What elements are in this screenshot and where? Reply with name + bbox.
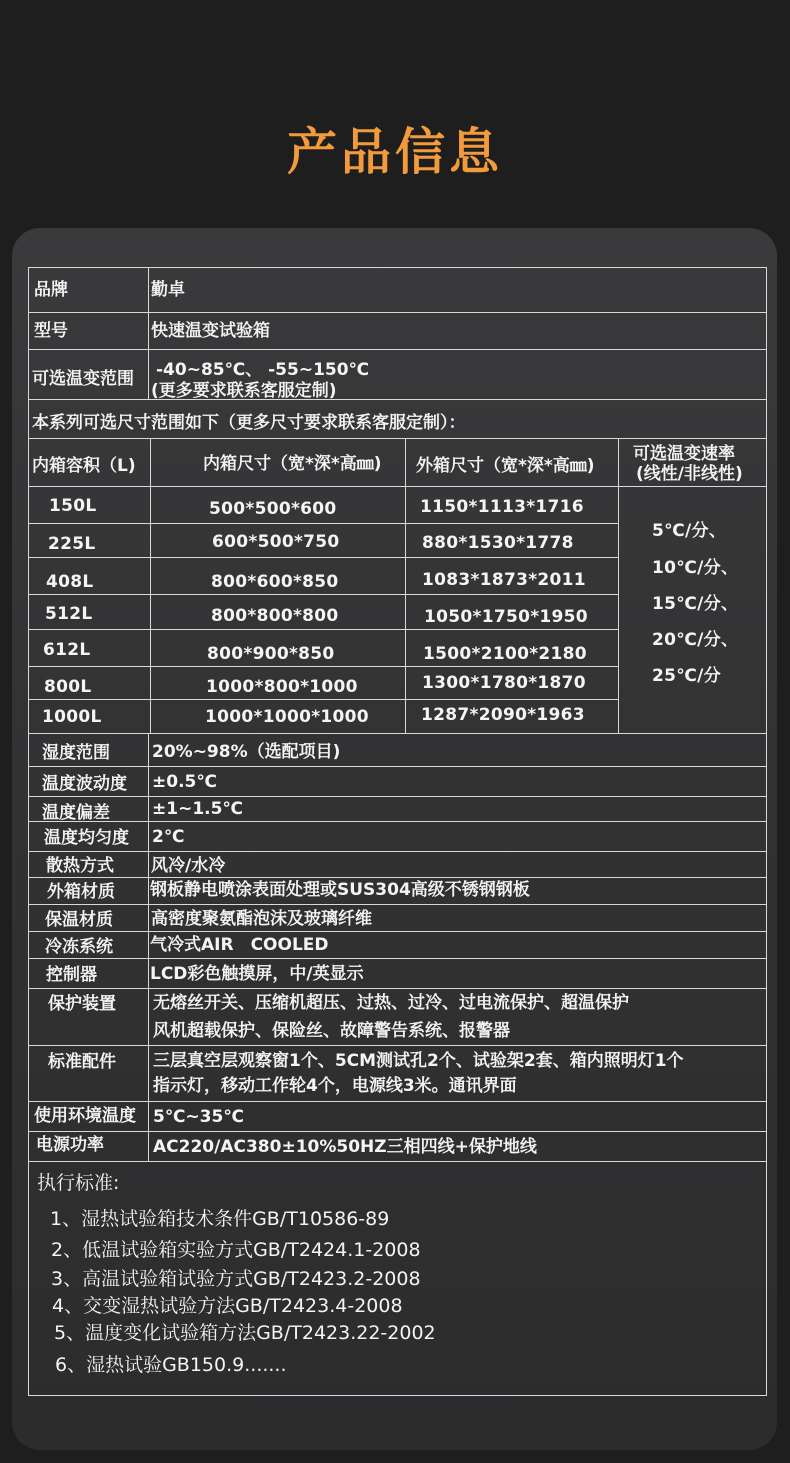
standard-item: 2、低温试验箱实验方式GB/T2424.1-2008 xyxy=(51,1239,421,1261)
size-row-inner: 800*800*800 xyxy=(211,606,339,626)
protection-label: 保护装置 xyxy=(48,994,116,1014)
grid-line xyxy=(28,1045,766,1046)
size-row-outer: 1083*1873*2011 xyxy=(422,570,586,590)
grid-line xyxy=(28,851,766,852)
grid-line xyxy=(150,438,151,733)
accessories-value-line1: 三层真空层观察窗1个、5CM测试孔2个、试验架2套、箱内照明灯1个 xyxy=(153,1051,684,1071)
series-note: 本系列可选尺寸范围如下（更多尺寸要求联系客服定制）： xyxy=(32,413,466,433)
grid-line xyxy=(28,557,618,558)
size-row-volume: 512L xyxy=(45,604,93,624)
temp-range-value: -40~85℃、 -55~150℃ xyxy=(156,360,370,380)
protection-value-line1: 无熔丝开关、压缩机超压、过热、过冷、过电流保护、超温保护 xyxy=(153,993,629,1013)
grid-line xyxy=(28,877,766,878)
grid-line xyxy=(28,958,766,959)
size-row-outer: 880*1530*1778 xyxy=(422,533,574,553)
grid-line xyxy=(28,349,766,350)
size-row-outer: 1300*1780*1870 xyxy=(422,673,586,693)
standard-item: 3、高温试验箱试验方式GB/T2423.2-2008 xyxy=(51,1268,421,1290)
size-row-volume: 612L xyxy=(43,640,91,660)
grid-line xyxy=(28,523,618,524)
grid-line xyxy=(28,821,766,822)
grid-line xyxy=(28,988,766,989)
temp-uniformity-value: 2℃ xyxy=(152,827,185,847)
size-row-volume: 150L xyxy=(49,496,97,516)
size-row-inner: 1000*800*1000 xyxy=(206,677,358,697)
controller-label: 控制器 xyxy=(46,965,97,985)
power-label: 电源功率 xyxy=(36,1135,104,1155)
col-header-volume: 内箱容积（L) xyxy=(32,456,136,476)
size-row-outer: 1500*2100*2180 xyxy=(423,644,587,664)
outer-material-value: 钢板静电喷涂表面处理或SUS304高级不锈钢钢板 xyxy=(150,880,530,900)
rate-option: 25℃/分 xyxy=(652,666,721,686)
grid-line xyxy=(28,666,618,667)
grid-line xyxy=(28,594,618,595)
grid-line xyxy=(28,766,766,767)
grid-line xyxy=(28,438,766,439)
col-header-rate-note: (线性/非线性) xyxy=(636,464,743,484)
accessories-value-line2: 指示灯，移动工作轮4个，电源线3米。通讯界面 xyxy=(153,1076,517,1096)
rate-option: 20℃/分、 xyxy=(652,630,739,650)
temp-fluctuation-label: 温度波动度 xyxy=(42,774,127,794)
brand-value: 勤卓 xyxy=(151,280,185,300)
size-row-volume: 225L xyxy=(48,534,96,554)
size-row-volume: 1000L xyxy=(42,707,102,727)
brand-label: 品牌 xyxy=(34,280,68,300)
grid-line xyxy=(28,904,766,905)
refrigeration-label: 冷冻系统 xyxy=(45,937,113,957)
size-row-volume: 800L xyxy=(44,677,92,697)
model-value: 快速温变试验箱 xyxy=(151,321,270,341)
temp-deviation-value: ±1~1.5℃ xyxy=(152,799,244,819)
ambient-temp-label: 使用环境温度 xyxy=(34,1106,136,1126)
grid-line xyxy=(28,699,618,700)
size-row-volume: 408L xyxy=(46,572,94,592)
protection-value-line2: 风机超载保护、保险丝、故障警告系统、报警器 xyxy=(153,1021,510,1041)
temp-uniformity-label: 温度均匀度 xyxy=(44,828,129,848)
col-header-rate: 可选温变速率 xyxy=(633,444,735,464)
grid-line xyxy=(28,796,766,797)
grid-line xyxy=(28,1131,766,1132)
refrigeration-value: 气冷式AIR COOLED xyxy=(150,935,329,955)
grid-line xyxy=(28,312,766,313)
grid-line xyxy=(28,1161,766,1162)
temp-fluctuation-value: ±0.5℃ xyxy=(152,772,217,792)
temp-range-note: (更多要求联系客服定制) xyxy=(151,381,337,401)
col-header-outer: 外箱尺寸（宽*深*高㎜) xyxy=(416,456,595,476)
grid-line xyxy=(28,399,766,400)
cooling-method-value: 风冷/水冷 xyxy=(151,856,226,876)
grid-line xyxy=(28,733,766,734)
model-label: 型号 xyxy=(34,321,68,341)
grid-line xyxy=(405,438,406,733)
rate-option: 5℃/分、 xyxy=(652,521,727,541)
temp-deviation-label: 温度偏差 xyxy=(42,803,110,823)
standard-item: 5、温度变化试验箱方法GB/T2423.22-2002 xyxy=(54,1322,436,1344)
insulation-value: 高密度聚氨酯泡沫及玻璃纤维 xyxy=(151,909,372,929)
controller-value: LCD彩色触摸屏，中/英显示 xyxy=(150,964,364,984)
standard-item: 4、交变湿热试验方法GB/T2423.4-2008 xyxy=(52,1295,403,1317)
size-row-inner: 800*900*850 xyxy=(207,644,335,664)
temp-range-label: 可选温变范围 xyxy=(32,369,134,389)
outer-material-label: 外箱材质 xyxy=(47,882,115,902)
size-row-inner: 500*500*600 xyxy=(209,499,337,519)
grid-line xyxy=(618,438,619,733)
cooling-method-label: 散热方式 xyxy=(46,856,114,876)
grid-line xyxy=(148,733,149,1161)
size-row-inner: 1000*1000*1000 xyxy=(205,707,369,727)
page-title: 产品信息 xyxy=(287,123,503,181)
size-row-outer: 1050*1750*1950 xyxy=(424,607,588,627)
size-row-outer: 1287*2090*1963 xyxy=(421,705,585,725)
size-row-outer: 1150*1113*1716 xyxy=(420,497,584,517)
grid-line xyxy=(28,1101,766,1102)
size-row-inner: 800*600*850 xyxy=(211,572,339,592)
standards-heading: 执行标准: xyxy=(37,1172,120,1194)
size-row-inner: 600*500*750 xyxy=(212,532,340,552)
standard-item: 1、湿热试验箱技术条件GB/T10586-89 xyxy=(50,1208,390,1230)
grid-line xyxy=(28,486,766,487)
accessories-label: 标准配件 xyxy=(48,1052,116,1072)
standard-item: 6、湿热试验GB150.9....... xyxy=(55,1354,287,1376)
humidity-value: 20%~98%（选配项目) xyxy=(152,742,341,762)
rate-option: 10℃/分、 xyxy=(652,558,739,578)
insulation-label: 保温材质 xyxy=(45,910,113,930)
grid-line xyxy=(148,267,149,399)
col-header-inner: 内箱尺寸（宽*深*高㎜) xyxy=(203,454,382,474)
ambient-temp-value: 5℃~35℃ xyxy=(153,1107,244,1127)
power-value: AC220/AC380±10%50HZ三相四线+保护地线 xyxy=(153,1137,537,1157)
rate-option: 15℃/分、 xyxy=(652,594,739,614)
humidity-label: 湿度范围 xyxy=(42,743,110,763)
grid-line xyxy=(28,931,766,932)
grid-line xyxy=(28,629,618,630)
